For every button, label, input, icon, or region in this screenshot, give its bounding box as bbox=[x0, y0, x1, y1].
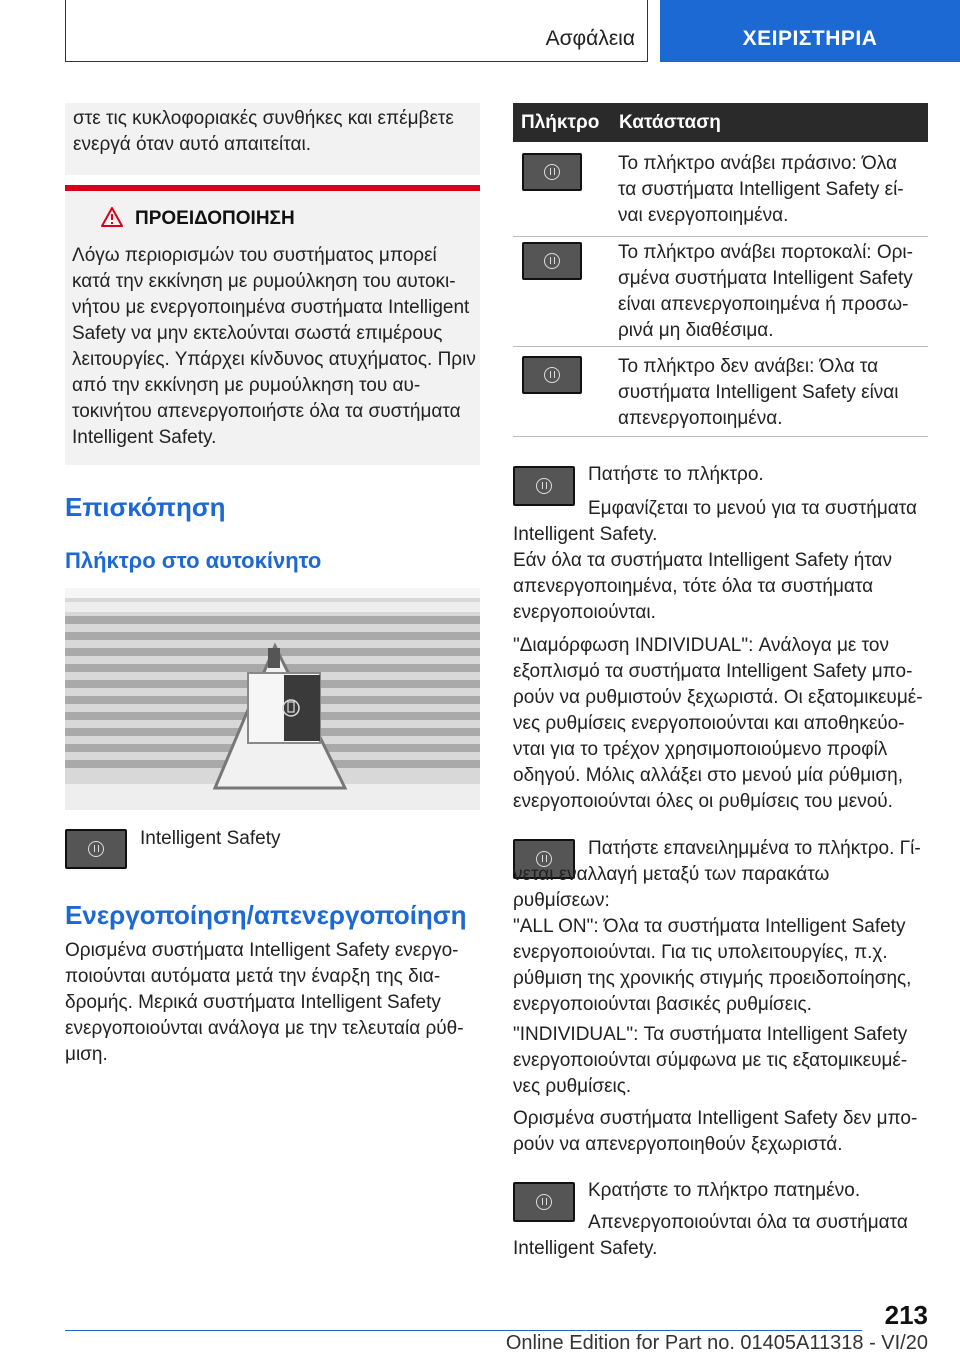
dashboard-button-illustration bbox=[65, 588, 480, 810]
footer-divider bbox=[65, 1330, 862, 1331]
warning-triangle-icon bbox=[101, 207, 123, 227]
warning-text: Λόγω περιορισμών του συστήματος μπορεί κατά την εκκίνηση με ρυμούλκηση του αυτοκινήτου με ενεργοποιημένα συστήματα Intelligent Safety να μην εκτελούνται σωστά επιμέρους λειτουργίες. Υπάρχει κίνδυνος ατυχήματος. Πριν από την εκκίνηση με ρυμούλκηση του αυτοκινήτου απενεργοποιήστε όλα τα συστήματα Intelligent Safety. bbox=[72, 245, 476, 448]
heading-activation: Ενεργοποίηση/απενεργοποίηση bbox=[65, 900, 467, 930]
footer-edition: Online Edition for Part no. 01405A11318 - VI/20 bbox=[505, 1332, 928, 1354]
heading-button-in-car: Πλήκτρο στο αυτοκίνητο bbox=[65, 548, 322, 573]
header-chapter-tab bbox=[660, 0, 960, 62]
individual-config-text: "Διαμόρφωση INDIVIDUAL": Ανάλογα με τον εξοπλισμό τα συστήματα Intelligent Safety μπορούν να ρυθμιστούν ξεχωριστά. Οι εξατομικευμένες ρυθμίσεις ενεργοποιούνται και αποθηκεύονται για το τρέχον χρησιμοποιούμενο προφίλ οδηγού. Μόλις αλλάξει στο μενού μία ρύθμιση, ενεργοποιούνται όλες οι ρυθμίσεις του μενού. bbox=[513, 635, 923, 812]
all-deactivate-text: Απενεργοποιούνται όλα τα συστήματα Intelligent Safety. bbox=[513, 1212, 908, 1259]
status-row-3-button-icon bbox=[522, 356, 582, 394]
status-row-1-button-icon bbox=[522, 153, 582, 191]
intelligent-safety-button-icon bbox=[65, 829, 127, 869]
press-repeat-text: Πατήστε επανειλημμένα το πλήκτρο. Γίνεται εναλλαγή μεταξύ των παρακάτω ρυθμίσεων: bbox=[513, 838, 921, 911]
header-section-label: Ασφάλεια bbox=[545, 27, 635, 50]
press-hold-text: Κρατήστε το πλήκτρο πατημένο. bbox=[588, 1180, 861, 1201]
intro-box bbox=[65, 103, 480, 175]
status-row-divider bbox=[513, 236, 928, 237]
individual-text: "INDIVIDUAL": Τα συστήματα Intelligent Safety ενεργοποιούνται σύμφωνα με τις εξατομικευμένες ρυθμίσεις. bbox=[513, 1024, 908, 1097]
status-row-2-text: Το πλήκτρο ανάβει πορτοκαλί: Ορισμένα συστήματα Intelligent Safety είναι απενεργοποιημένα ή προσωρινά μη διαθέσιμα. bbox=[618, 242, 913, 341]
col-header-button: Πλήκτρο bbox=[521, 112, 600, 133]
heading-overview: Επισκόπηση bbox=[65, 492, 226, 522]
status-table-header bbox=[513, 103, 928, 142]
all-on-text: "ALL ON": Όλα τα συστήματα Intelligent Safety ενεργοποιούνται. Για τις υπολειτουργίες, π.χ. ρύθμιση της χρονικής στιγμής προειδοποίησης, ενεργοποιούνται βασικές ρυθμίσεις. bbox=[513, 916, 912, 1015]
header-chapter-label: ΧΕΙΡΙΣΤΗΡΙΑ bbox=[742, 27, 878, 50]
activation-text: Ορισμένα συστήματα Intelligent Safety ενεργοποιούνται αυτόματα μετά την έναρξη της διαδρομής. Μερικά συστήματα Intelligent Safety ενεργοποιούνται ανάλογα με την τελευταία ρύθμιση. bbox=[65, 940, 464, 1065]
status-row-divider bbox=[513, 346, 928, 347]
all-activate-text: Εάν όλα τα συστήματα Intelligent Safety ήταν απενεργοποιημένα, τότε όλα τα συστήματα ενεργοποιούνται. bbox=[513, 550, 893, 623]
button-caption: Intelligent Safety bbox=[140, 828, 281, 849]
status-row-divider bbox=[513, 436, 928, 437]
col-header-status: Κατάσταση bbox=[619, 112, 721, 133]
menu-appears-text: Εμφανίζεται το μενού για τα συστήματα Intelligent Safety. bbox=[513, 498, 918, 545]
header-section-tab bbox=[65, 0, 648, 62]
press-once-text: Πατήστε το πλήκτρο. bbox=[588, 464, 764, 485]
status-row-2-button-icon bbox=[522, 242, 582, 280]
warning-box bbox=[65, 191, 480, 465]
warning-title: ΠΡΟΕΙΔΟΠΟΙΗΣΗ bbox=[135, 208, 295, 229]
not-separately-text: Ορισμένα συστήματα Intelligent Safety δεν μπορούν να απενεργοποιηθούν ξεχωριστά. bbox=[513, 1108, 918, 1155]
status-row-1-text: Το πλήκτρο ανάβει πράσινο: Όλα τα συστήματα Intelligent Safety είναι ενεργοποιημένα. bbox=[618, 153, 904, 226]
status-row-3-text: Το πλήκτρο δεν ανάβει: Όλα τα συστήματα Intelligent Safety είναι απενεργοποιημένα. bbox=[618, 356, 899, 429]
page-number: 213 bbox=[884, 1300, 928, 1330]
intro-text: στε τις κυκλοφοριακές συνθήκες και επέμβετε ενεργά όταν αυτό απαιτείται. bbox=[73, 108, 454, 155]
